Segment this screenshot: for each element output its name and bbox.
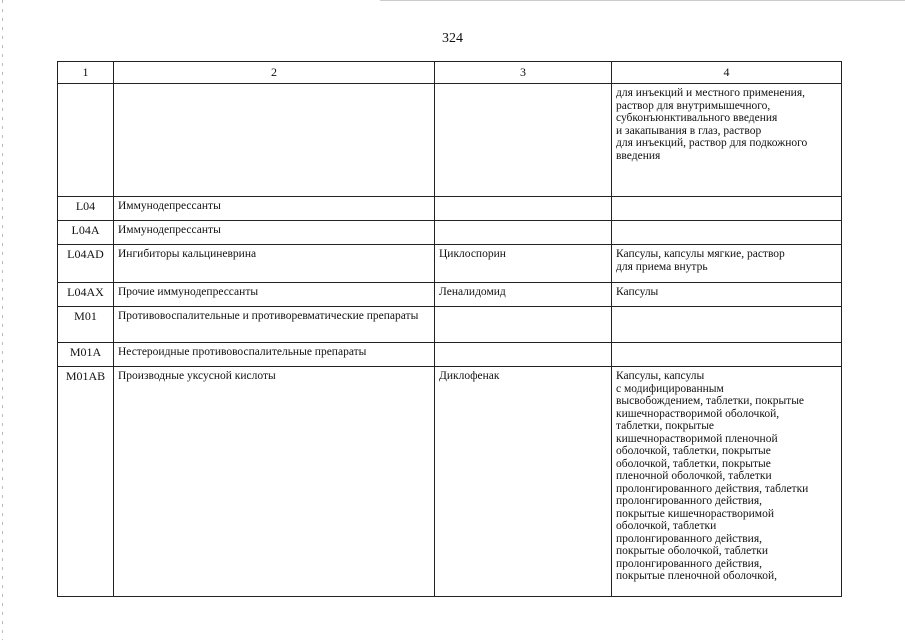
dosage-forms-cell: [612, 307, 842, 343]
table-row: [58, 307, 842, 343]
column-header: 1: [58, 62, 114, 84]
table-row: [58, 197, 842, 221]
table-row: [58, 221, 842, 245]
atc-code-cell: L04AD: [58, 245, 114, 283]
table-row: [58, 245, 842, 283]
atc-code-cell: M01: [58, 307, 114, 343]
dosage-forms-cell: для инъекций и местного применения, раствор для внутримышечного, субконъюнктивального введения и закапывания в глаз, раствор для инъекций, раствор для подкожного введения: [612, 84, 842, 197]
column-header: 2: [114, 62, 435, 84]
atc-code-cell: L04AX: [58, 283, 114, 307]
table-row: [58, 84, 842, 197]
atc-code-cell: [58, 84, 114, 197]
atc-code-cell: M01AB: [58, 367, 114, 597]
table-row: [58, 343, 842, 367]
table-row: [58, 367, 842, 597]
drug-name-cell: Леналидомид: [435, 283, 612, 307]
atc-code-cell: M01A: [58, 343, 114, 367]
dosage-forms-cell: Капсулы, капсулы с модифицированным высвобождением, таблетки, покрытые кишечнорастворимой оболочкой, таблетки, покрытые кишечнорастворимой пленочной оболочкой, таблетки, покрытые оболочкой, таблетки, покрытые пленочной оболочкой, таблетки пролонгированного действия, таблетки пролонгированного действия, покрытые кишечнорастворимой оболочкой, таблетки пролонгированного действия, покрытые оболочкой, таблетки пролонгированного действия, покрытые пленочной оболочкой,: [612, 367, 842, 597]
table-row: [58, 283, 842, 307]
group-name-cell: Иммунодепрессанты: [114, 221, 435, 245]
drug-name-cell: [435, 84, 612, 197]
scan-edge-top: [380, 0, 905, 1]
table-header-row: [58, 62, 842, 84]
drug-name-cell: [435, 343, 612, 367]
group-name-cell: Производные уксусной кислоты: [114, 367, 435, 597]
drug-name-cell: [435, 307, 612, 343]
drug-name-cell: [435, 197, 612, 221]
atc-code-cell: L04A: [58, 221, 114, 245]
dosage-forms-cell: [612, 197, 842, 221]
column-header: 4: [612, 62, 842, 84]
dosage-forms-cell: [612, 343, 842, 367]
scan-edge-left: [2, 0, 3, 640]
column-header: 3: [435, 62, 612, 84]
group-name-cell: [114, 84, 435, 197]
dosage-forms-cell: Капсулы: [612, 283, 842, 307]
atc-code-cell: L04: [58, 197, 114, 221]
group-name-cell: Нестероидные противовоспалительные препараты: [114, 343, 435, 367]
dosage-forms-cell: Капсулы, капсулы мягкие, раствор для приема внутрь: [612, 245, 842, 283]
drug-name-cell: Циклоспорин: [435, 245, 612, 283]
drug-name-cell: Диклофенак: [435, 367, 612, 597]
group-name-cell: Иммунодепрессанты: [114, 197, 435, 221]
drug-table: [57, 61, 842, 597]
group-name-cell: Ингибиторы кальциневрина: [114, 245, 435, 283]
group-name-cell: Прочие иммунодепрессанты: [114, 283, 435, 307]
group-name-cell: Противовоспалительные и противоревматические препараты: [114, 307, 435, 343]
page-number: 324: [442, 31, 463, 46]
drug-name-cell: [435, 221, 612, 245]
dosage-forms-cell: [612, 221, 842, 245]
